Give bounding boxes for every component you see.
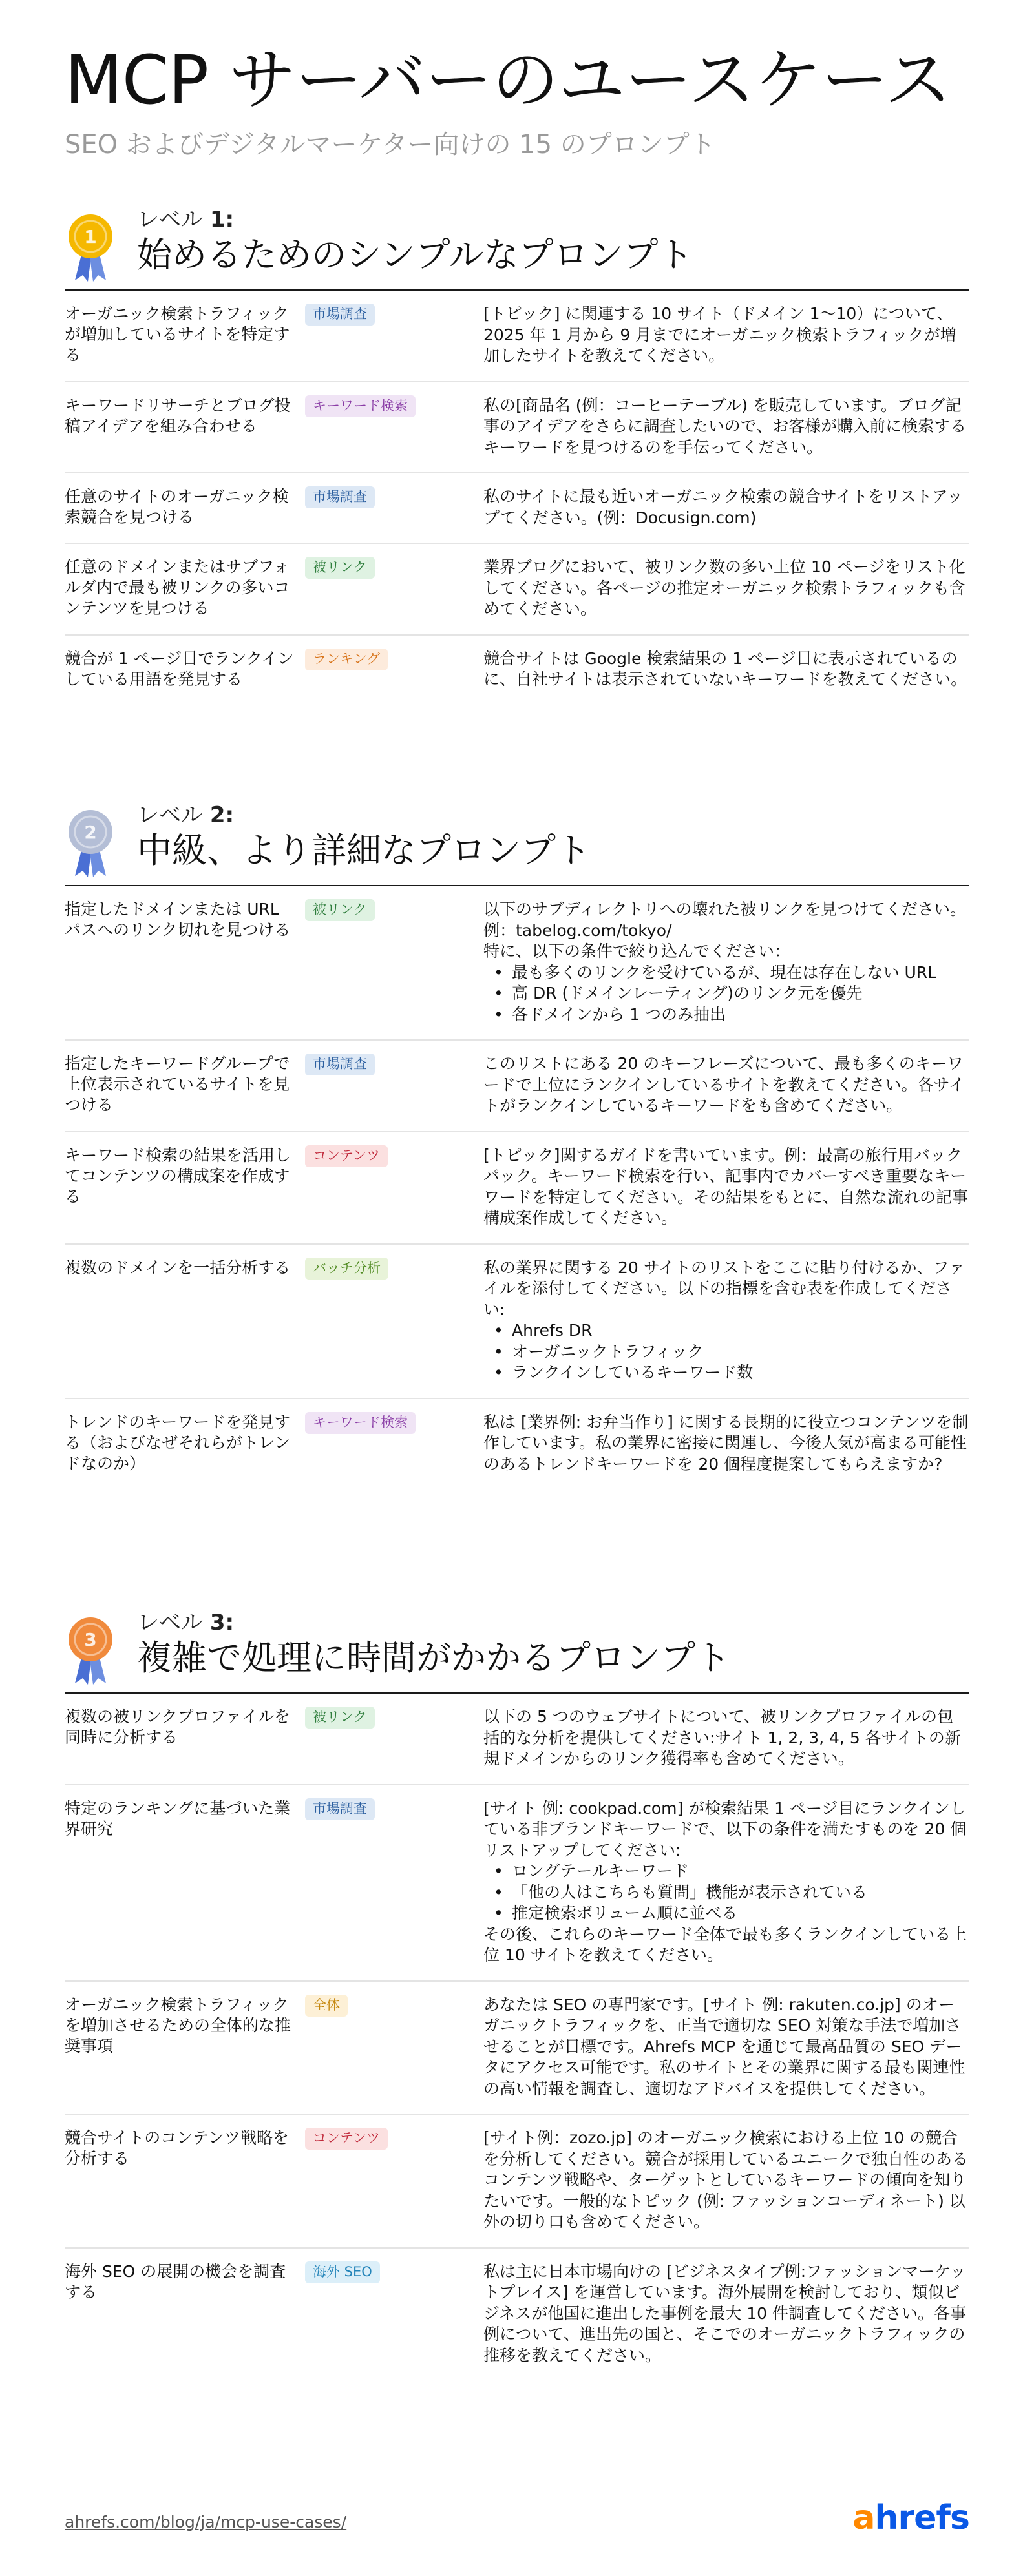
category-tag: 市場調査	[305, 1054, 375, 1075]
prompt-main: [トピック]関するガイドを書いています。例：最高の旅行用バックパック。キーワード検索を行い、記事内でカバーすべき重要なキーワードを特定してください。その結果をもとに、自然な流れの記事構成案作成してください。	[483, 1145, 969, 1227]
prompt-text	[483, 1995, 969, 2100]
level-title: 中級、より詳細なプロンプト	[137, 830, 591, 871]
category-tag: キーワード検索	[305, 395, 416, 417]
use-case-task: 競合サイトのコンテンツ戦略を分析する	[65, 2128, 290, 2168]
prompt-text	[483, 1258, 969, 1384]
category-tag: 市場調査	[305, 486, 375, 508]
prompt-bullet: • ロングテールキーワード	[512, 1861, 969, 1882]
use-case-task: 特定のランキングに基づいた業界研究	[65, 1798, 291, 1838]
use-case-task: キーワードリサーチとブログ投稿アイデアを組み合わせる	[65, 395, 291, 435]
level-label-text: レベル	[137, 1610, 203, 1636]
level-header-1	[65, 205, 969, 289]
use-case-task: 指定したドメインまたは URL パスへのリンク切れを見つける	[65, 900, 291, 939]
use-case-task: 複数の被リンクプロファイルを同時に分析する	[65, 1707, 291, 1747]
table-row	[65, 291, 969, 382]
use-case-task: 任意のドメインまたはサブフォルダ内で最も被リンクの多いコンテンツを見つける	[65, 557, 290, 618]
tag-cell	[304, 395, 483, 459]
level-number: 2:	[209, 802, 235, 828]
prompt-text	[483, 1145, 969, 1229]
prompt-text	[483, 1707, 969, 1770]
use-case-task: 指定したキーワードグループで上位表示されているサイトを見つける	[65, 1054, 290, 1114]
use-case-task: 任意のサイトのオーガニック検索競合を見つける	[65, 487, 289, 526]
ahrefs-logo	[852, 2498, 969, 2537]
table-row	[65, 886, 969, 1041]
bronze-medal-icon	[65, 1614, 116, 1686]
use-case-task: トレンドのキーワードを発見する（およびなぜそれらがトレンドなのか）	[65, 1412, 291, 1473]
tag-cell	[304, 649, 483, 691]
tag-cell	[304, 2128, 483, 2233]
use-case-task: オーガニック検索トラフィックが増加しているサイトを特定する	[65, 304, 290, 364]
table-row	[65, 636, 969, 705]
use-case-task: 競合が 1 ページ目でランクインしている用語を発見する	[65, 649, 294, 689]
level-title: 始めるためのシンプルなプロンプト	[137, 234, 693, 275]
prompt-text	[483, 557, 969, 620]
tag-cell	[304, 1412, 483, 1475]
prompt-after: 特に、以下の条件で絞り込んでください：	[483, 942, 791, 961]
table-row	[65, 2115, 969, 2249]
prompt-text	[483, 395, 969, 459]
category-tag: 被リンク	[305, 899, 375, 921]
prompt-bullet: • ランクインしているキーワード数	[512, 1362, 969, 1384]
table-row	[65, 1041, 969, 1132]
category-tag: 市場調査	[305, 304, 375, 326]
category-tag: 海外 SEO	[305, 2261, 380, 2283]
tag-cell	[304, 1798, 483, 1966]
category-tag: 全体	[305, 1995, 348, 2017]
use-case-task: オーガニック検索トラフィックを増加させるための全体的な推奨事項	[65, 1995, 291, 2055]
table-row	[65, 544, 969, 636]
level-number: 1:	[209, 207, 235, 233]
medal-number: 3	[84, 1629, 97, 1650]
prompt-bullet: • 各ドメインから 1 つのみ抽出	[512, 1004, 969, 1026]
table-row	[65, 473, 969, 544]
prompt-text	[483, 1412, 969, 1475]
prompt-text	[483, 1054, 969, 1117]
prompt-main: 私の業界に関する 20 サイトのリストをここに貼り付けるか、ファイルを添付してください。以下の指標を含む表を作成してください:	[483, 1258, 965, 1319]
table-row	[65, 1132, 969, 1245]
category-tag: ランキング	[305, 649, 388, 670]
prompt-main: 業界ブログにおいて、被リンク数の多い上位 10 ページをリスト化してください。各ページの推定オーガニック検索トラフィックも含めてください。	[483, 557, 966, 618]
prompt-bullet: • 「他の人はこちらも質問」機能が表示されている	[512, 1882, 969, 1904]
footer-url-link[interactable]: ahrefs.com/blog/ja/mcp-use-cases/	[65, 2513, 347, 2531]
level-header-2	[65, 801, 969, 885]
prompt-main: [サイト例：zozo.jp] のオーガニック検索における上位 10 の競合を分析してください。競合が採用しているユニークで独自性のあるコンテンツ戦略や、ターゲットとしているキーワードの傾向を知りたいです。一般的なトピック (例: ファッションコーディネート) 以外の切り口も含めてください。	[483, 2128, 969, 2231]
tag-cell	[304, 486, 483, 528]
level-label	[137, 801, 234, 829]
tag-cell	[304, 1707, 483, 1770]
prompt-main: 私は主に日本市場向けの [ビジネスタイプ例:ファッションマーケットプレイス] を運営しています。海外展開を検討しており、類似ビジネスが他国に進出した事例を最大 10 件調査してください。各事例について、進出先の国と、そこでのオーガニックトラフィックの推移を教えてください。	[483, 2261, 966, 2365]
prompt-bullet-list	[483, 1320, 969, 1384]
category-tag: 被リンク	[305, 557, 375, 579]
prompt-text	[483, 2261, 969, 2367]
prompt-main: あなたは SEO の専門家です。[サイト 例: rakuten.co.jp] のオーガニックトラフィックを、正当で適切な SEO 対策な手法で増加させることが目標です。Ahrefs MCP を通じて最高品質の SEO データにアクセス可能です。私のサイトとその業界に関する最も関連性の高い情報を調査し、適切なアドバイスを提供してください。	[483, 1995, 965, 2098]
prompt-main: 私は [業界例: お弁当作り] に関する長期的に役立つコンテンツを制作しています。私の業界に密接に関連し、今後人気が高まる可能性のあるトレンドキーワードを 20 個程度提案してもらえますか?	[483, 1412, 969, 1473]
medal-number: 2	[84, 822, 97, 843]
level-number: 3:	[209, 1610, 235, 1636]
table-row	[65, 1694, 969, 1785]
category-tag: キーワード検索	[305, 1412, 416, 1434]
prompt-text	[483, 304, 969, 367]
tag-cell	[304, 1995, 483, 2100]
prompt-main: このリストにある 20 のキーフレーズについて、最も多くのキーワードで上位にランクインしているサイトを教えてください。各サイトがランクインしているキーワードをも含めてください。	[483, 1054, 965, 1115]
tag-cell	[304, 1145, 483, 1229]
tag-cell	[304, 557, 483, 620]
tag-cell	[304, 2261, 483, 2367]
category-tag: コンテンツ	[305, 1145, 388, 1167]
prompt-table-level-3	[65, 1692, 969, 2380]
prompt-main: [サイト 例: cookpad.com] が検索結果 1 ページ目にランクインしている非ブランドキーワードで、以下の条件を満たすものを 20 個リストアップしてください:	[483, 1798, 967, 1860]
prompt-table-level-1	[65, 289, 969, 705]
prompt-table-level-2	[65, 885, 969, 1489]
tag-cell	[304, 1054, 483, 1117]
table-row	[65, 1982, 969, 2115]
table-row	[65, 1785, 969, 1982]
prompt-bullet: • 最も多くのリンクを受けているが、現在は存在しない URL	[512, 962, 969, 984]
prompt-main: 競合サイトは Google 検索結果の 1 ページ目に表示されているのに、自社サイトは表示されていないキーワードを教えてください。	[483, 649, 967, 689]
prompt-after-bullets: その後、これらのキーワード全体で最も多くランクインしている上位 10 サイトを教えてください。	[483, 1924, 967, 1964]
logo-letter-a: a	[852, 2498, 875, 2537]
prompt-bullet-list	[483, 962, 969, 1026]
prompt-bullet: • Ahrefs DR	[512, 1320, 969, 1342]
table-row	[65, 1399, 969, 1490]
level-title: 複雑で処理に時間がかかるプロンプト	[137, 1637, 730, 1678]
prompt-text	[483, 649, 969, 691]
gold-medal-icon	[65, 211, 116, 283]
prompt-text	[483, 899, 969, 1025]
use-case-task: 海外 SEO の展開の機会を調査する	[65, 2261, 286, 2301]
prompt-text	[483, 486, 969, 528]
tag-cell	[304, 1258, 483, 1384]
silver-medal-icon	[65, 806, 116, 878]
prompt-bullet: • 高 DR (ドメインレーティング)のリンク元を優先	[512, 983, 969, 1004]
category-tag: 市場調査	[305, 1798, 375, 1820]
category-tag: 被リンク	[305, 1707, 375, 1729]
table-row	[65, 1245, 969, 1399]
page-title: MCP サーバーのユースケース	[65, 41, 951, 119]
table-row	[65, 382, 969, 474]
level-label-text: レベル	[137, 802, 203, 828]
prompt-bullet: • オーガニックトラフィック	[512, 1342, 969, 1363]
logo-text-hrefs: hrefs	[874, 2498, 969, 2537]
prompt-main: 私のサイトに最も近いオーガニック検索の競合サイトをリストアップてください。(例：Docusign.com)	[483, 487, 964, 527]
level-header-3	[65, 1608, 969, 1692]
prompt-text	[483, 2128, 969, 2233]
page-subtitle: SEO およびデジタルマーケター向けの 15 のプロンプト	[65, 130, 715, 160]
prompt-text	[483, 1798, 969, 1966]
prompt-main: 私の[商品名 (例：コーヒーテーブル) を販売しています。ブログ記事のアイデアをさらに調査したいので、お客様が購入前に検索するキーワードを見つけるのを手伝ってください。	[483, 395, 967, 457]
prompt-bullet: • 推定検索ボリューム順に並べる	[512, 1903, 969, 1924]
level-label	[137, 205, 234, 234]
prompt-main: 以下の 5 つのウェブサイトについて、被リンクプロファイルの包括的な分析を提供してください:サイト 1, 2, 3, 4, 5 各サイトの新規ドメインからのリンク獲得率も含めてください。	[483, 1707, 961, 1768]
medal-number: 1	[84, 226, 97, 247]
level-label	[137, 1608, 234, 1637]
prompt-main: 以下のサブディレクトリへの壊れた被リンクを見つけてください。例：tabelog.com/tokyo/	[483, 900, 967, 940]
category-tag: コンテンツ	[305, 2128, 388, 2150]
level-label-text: レベル	[137, 207, 203, 233]
prompt-main: [トピック] に関連する 10 サイト（ドメイン 1～10）について、2025 年 1 月から 9 月までにオーガニック検索トラフィックが増加したサイトを教えてください。	[483, 304, 956, 365]
use-case-task: 複数のドメインを一括分析する	[65, 1258, 291, 1277]
tag-cell	[304, 899, 483, 1025]
tag-cell	[304, 304, 483, 367]
prompt-bullet-list	[483, 1861, 969, 1924]
use-case-task: キーワード検索の結果を活用してコンテンツの構成案を作成する	[65, 1145, 291, 1206]
category-tag: バッチ分析	[305, 1258, 388, 1280]
table-row	[65, 2249, 969, 2381]
